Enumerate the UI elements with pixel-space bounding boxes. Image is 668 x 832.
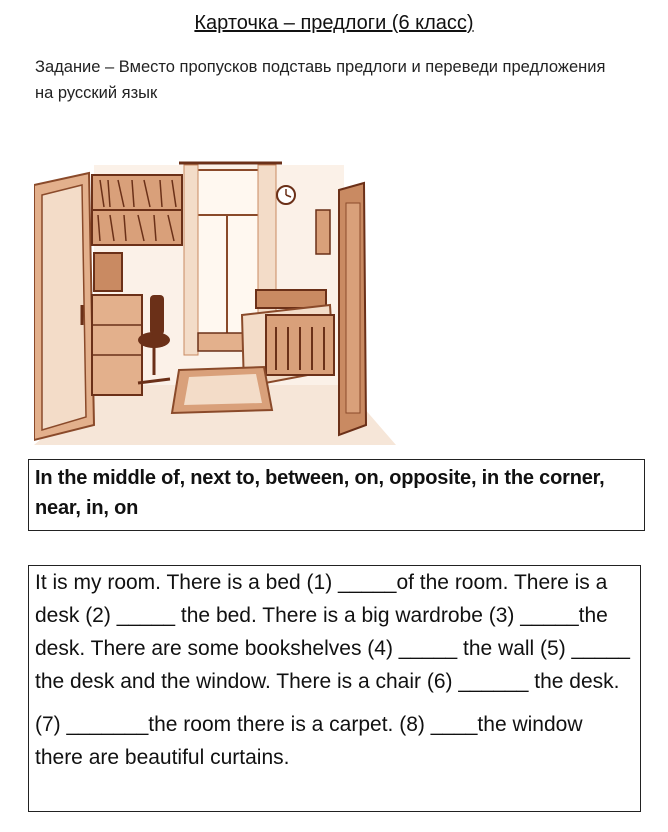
exercise-paragraph-2: (7) _______the room there is a carpet. (8) ____the window there are beautiful curtains. [35, 713, 583, 769]
card-title: Карточка – предлоги (6 класс) [194, 12, 474, 34]
word-bank-box: In the middle of, next to, between, on, opposite, in the corner, near, in, on [28, 459, 645, 531]
task-instructions: Задание – Вместо пропусков подставь предлоги и переведи предложения на русский язык [35, 58, 606, 102]
room-illustration-icon [34, 155, 396, 445]
room-illustration [34, 155, 396, 445]
exercise-paragraph-1: It is my room. There is a bed (1) _____of the room. There is a desk (2) _____ the bed. There is a big wardrobe (3) _____the desk. There are some bookshelves (4) _____ the wall (5) _____ the desk and the window. There is a chair (6) ______ the desk. [35, 571, 630, 693]
exercise-box [28, 565, 641, 812]
